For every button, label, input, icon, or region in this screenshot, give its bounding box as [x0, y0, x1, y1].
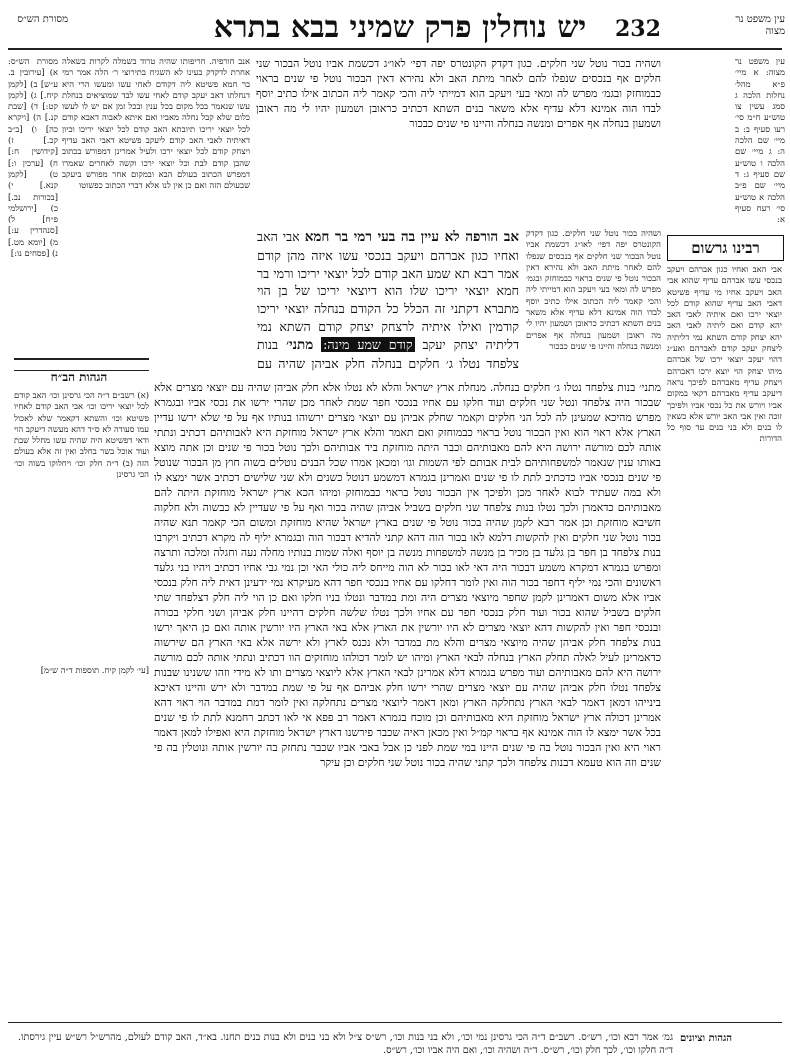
page-header — [0, 8, 790, 48]
ein-mishpat-text: עין משפט נר מצוה: א מיי׳ פ״א מהל׳ נחלות הלכה ג סמג עשין צו טוש״ע ח״מ סי׳ רעו סעיף ב: ב מיי׳ שם הלכה ה: ג מיי׳ שם הלכה ו טוש״ע שם סעיף ג: ד מיי׳ שם פ״ב הלכה א טוש״ע סי׳ רעח סעיף א: — [735, 56, 785, 225]
rashbam-side-text: ושהיה בכור נוטל שני חלקים. כגון דקדק הקונטרס יפה דפי׳ לאו״ג דכשמת אביו נוטל הבכור שני חלקים אף בנכסים שנפלו להם לאחר מיתת האב ולא נהירא דאין הבכור נוטל פי שנים בראוי כבמוחזק ובגמ׳ מפרש לה ומאי בעי ויעקב הוא דמייתי ליה והכי קאמר ליה הכתוב אילו כתיב יוסף לבדו הוה אמינא דלא עדיף אלא משאר בנים השתא דכתיב כראובן ושמעון יהיו לי מה ראובן ושמעון בנחלה אף אפרים ומנשה בנחלה והיינו פי שנים כבכור — [526, 228, 661, 351]
rashbam-top-column — [256, 56, 661, 224]
footer-notes: גמ׳ אמר רבא וכו׳, רש״ס. רשב״ם ד״ה הכי גרסינן נמי וכו׳, ולא בני בנות וכו׳, רש״ס צ״ל ולא בני בנים ולא בנות בנים תחנו. בא״ד, האב קודם לעולם, מהרש״ל רש״ש עיין גירסתו. ד״ה חלקו וכו׳, לכך חלק וכו׳, רש״ס. ד״ה ושהיה וכו׳, ואם היה אביו וכו׳, רש״ס. — [18, 1032, 673, 1056]
rashbam-top-text: ושהיה בכור נוטל שני חלקים. כגון דקדק הקונטרס יפה דפי׳ לאו״ג דכשמת אביו נוטל הבכור שני חלקים אף בנכסים שנפלו להם לאחר מיתת האב ולא נהירא דאין הבכור נוטל פי שנים בראוי כבמוחזק ובגמ׳ מפרש לה ומאי בעי ויעקב הוא דמייתי ליה והכי קאמר ליה הכתוב אילו כתיב יוסף לבדו הוה אמינא דלא עדיף אלא משאר בנים השתא דכתיב כראובן ושמעון יהיו לי מה ראובן ושמעון בנחלה אף אפרים ומנשה בנחלה והיינו פי שנים כבכור — [256, 57, 661, 130]
rashbam-main-column — [154, 380, 661, 1020]
footer-title: הגהות וציונים — [680, 1033, 733, 1044]
ein-mishpat-label: עין משפט נר מצוה — [735, 14, 785, 37]
header-rule — [8, 48, 782, 50]
page-title: יש נוחלין פרק שמיני בבא בתרא — [213, 10, 587, 45]
tosafot-column — [62, 56, 250, 356]
gemara-body: אבי האב ואחיו כגון אברהם ויעקב בנכסי עשו איזה מהן קודם אמר רבא תא שמע האב קודם לכל יוצאי יריכו ורמי בר חמא יוצאי יריכו שלו הוא דיוצאי יריכו של בן הוי מתברא דקתני זה הכלל כל הקודם בנחלה יוצאי יריכו קודמין ואילו איתיה לרצחק יצחק קודם השתא נמי דליתיה יצחק יעקב — [257, 229, 519, 352]
rabbenu-gershom-text: אבי האב ואחיו כגון אברהם ויעקב בנכסי עשו אברהם עדיף שהוא אבי האב ויעקב אחיו מי עדיף פשיטא דאבי האב עדיף שהוא קודם לכל יוצאי ירכו ואם איתיה לאבי האב יהא קודם ואם ליתיה לאבי האב יהא יצחק קודם השתא נמי דליתיה ליצחק יעקב קודם לאברהם ואע״ג דהוי יעקב יוצאי ירכו של אברהם מיהו יצחק הוי יוצא ירכו דאברהם ויצחק עדיף מאברהם לפיכך נראה דיעקב עדיף מאברהם דקאי במקום אביו ויורש את כל נכסי אביו ולפיכך זוכה ואין אבי האב יורש אלא כשאין לו בנים ולא בני בנים עד סוף כל הדורות — [667, 264, 782, 444]
masoret-hashas-text: מסורת הש״ס: א) [עירובין ב. ע״ש] ב) [לקמן קיח.] ג) [לקמן קט:] ד) [שבת קנ.] ה) [ויקרא כה] ו) [ב״ב קכ.] ז) [קידושין ח:] ח) [ערכין ו:] ט) [לקמן קנא.] י) [בכורות נב.] כ) [ירושלמי פ״ח] ל) [סנהדרין ע:] מ) [יומא מט.] נ) [פסחים נו:] — [8, 56, 58, 259]
rabbenu-gershom-column — [667, 264, 782, 1014]
footer-rule — [8, 1022, 782, 1023]
bottom-left-note — [14, 665, 149, 685]
mishna-text: בנות צלפחד נטלו ג׳ חלקים בנחלה חלק אביהן שהיה עם — [257, 336, 519, 371]
gemara-highlight: קודם שמע מינה: — [323, 336, 413, 352]
mishna-label: מתני׳ — [285, 336, 314, 353]
ein-mishpat-column — [735, 56, 785, 231]
rashbam-main-text: מתני׳ בנות צלפחד נטלו ג׳ חלקים בנחלה. מנחלת ארץ ישראל והלא לא נטלו אלא חלק אביהן שהיה עם יוצאי מצרים אלא שבכור היה צלפחד ונטל שני חלקים ועוד חלקו עם אחיו בנכסי חפר שמת לאחר מכן שהרי ירשו את נכסי אביו ובגמרא מפרש מהיכא שמעינן לה לכל הני חלקים וקאמר שחלק אביהן עם יוצאי מצרים ירשוהו בנותיו אף על פי שלא ירשו עדיין הארץ אלא ראוי הוא ואין הבכור נוטל בראוי כבמוחזק ואם תאמר והלא ארץ ישראל מוחזקת היא לאבותיהם דכתיב ונתתי אותה לכם מורשה ירושה היא להם מאבותיהם וכבר היתה מוחזקת ביד אבותיהם ולכך נוטל בכור פי שנים וכן אתה מוצא באותו ענין שנאמר למשפחותיהם לבית אבותם לפי השמות וגו׳ ומכאן אמרו שכל הבנים נוטלים בשוה חוץ מן הבכור שנוטל פי שנים בנכסי אביו כדכתיב לתת לו פי שנים ואמרינן בגמרא דמשמע דנוטל כשנים ולא שני שלישים דכתיב אשר ימצא לו ולא במה שעתיד לבוא לאחר מכן ולפיכך אין הבכור נוטל בראוי כבמוחזק ומיהו הכא ארץ ישראל מוחזקת היתה להם מאבותיהם כדאמרן ולכך נטלו בנות צלפחד שני חלקים בשביל אביהן שהיה בכור ואף על פי שעדיין לא כבשוה ולא חלקוה חשיבא מוחזקת וכן אמר רבא לקמן שהיה בכור נוטל פי שנים בארץ ישראל שהיא מוחזקת ומשום הכי קאמר תנא שהיה בכור נוטל שני חלקים ואין להקשות דלמא לאו בכור הוה דהא קתני להדיא דבכור הוה ובגמרא יליף לה מקרא דכתיב ויקרבו בנות צלפחד בן חפר בן גלעד בן מכיר בן מנשה למשפחות מנשה בן יוסף ואלה שמות בנותיו מחלה נעה וחגלה ומלכה ותרצה ומפרש בגמרא דמקרא משמע דבכור היה דאי לאו בכור לא הוה מייחס ליה כולי האי וכן נמי גבי אחיו דכתיב ויהיו בני גלעד ראשונים והכי נמי יליף דחפר בכור הוה ואין לומר דחלקו עם אחיו בנכסי חפר דהא מעיקרא נמי ידעינן דאית ליה חלק בנכסי אביו אלא משום דאמרינן לקמן שחפר מיוצאי מצרים היה ומת במדבר ונטלו בניו חלקו ואם כן הוי ליה חלק דצלפחד שתי חלקים בשביל שהוא בכור ועוד חלק בנכסי חפר עם אחיו ולכך נטלו שלשה חלקים דהיינו חלק אביהן ושני חלקי בכורה ובנכסי חפר ואין להקשות דהא יוצאי מצרים לא היו יורשין את הארץ אלא באי הארץ היו יורשין אותה ואם כן היאך ירשו בנות צלפחד חלק אביהן שהיה מיוצאי מצרים והלא מת במדבר ולא נכנס לארץ ולא ירשה אלא באי הארץ הם שירשוה כדאמרינן לעיל לאלה תחלק הארץ בנחלה לבאי הארץ ומיהו יש לומר דכולהו מוחזקים הוו דכתיב ונתתי אותה לכם מורשה ירושה היא להם מאבותיהם ועוד מפרש בגמרא דלא אמרינן לבאי הארץ אלא ליוצאי מצרים ותו לא מידי וזהו ששנינו שבנות צלפחד נטלו חלק אביהן שהיה עם יוצאי מצרים שהרי ירשו חלק אביהם אף על פי שמת במדבר ולא ירש והיינו דאיכא בינייהו דמאן דאמר לבאי הארץ נתחלקה הארץ ומאן דאמר ליוצאי מצרים נתחלקה ואין לומר דמת במדבר הוי ראוי דהא אמרינן דכולה ארץ ישראל מוחזקת היא מאבותיהם וכן מוכח בגמרא דאמר רב פפא אי לאו דכתב רחמנא לתת לו פי שנים בכל אשר ימצא לו הוה אמינא אף בראוי קמ״ל ואין מכאן ראיה שכבר פירשנו דארץ ישראל מוחזקת היא ואפילו למאן דאמר ראוי היא ואין הבכור נוטל בה פי שנים היינו במי שמת לפני כן אבל באבי אביו שכבר נתחזק בה יורשין אותה ונוטלין בה פי שנים וזה הוא טעמא דבנות צלפחד ולכך קתני שהיה בכור נוטל שני חלקים וכן עיקר — [154, 381, 661, 769]
hagahot-text: (א) רשב״ם ד״ה הכי גרסינן וכו׳ האב קודם לכל יוצאי יריכו וכו׳ אבי האב קודם לאחיו פשיטא וכו׳ והשתא דקאמר שלא לאכול עמו סעודה לא ס״ד דהא מעשה דיעקב הוי ודאי דפשיטא היה שהיה עשו מחלל שבת ועוד אוכל בשר בחלב ואין זה אלא בעולם הזה (ב) ד״ה חלק וכו׳ ויחלוקו בשוה וכו׳ הכי גרסינן — [14, 390, 149, 480]
rashbam-side-column — [526, 228, 661, 374]
bottom-left-note-text: [עי׳ לקמן קיח. תוספות ד״ה ש״מ] — [40, 665, 149, 675]
masoret-hashas-label: מסורת הש״ס — [17, 14, 68, 25]
gemara-block — [257, 228, 519, 371]
gemara-lead: אב הורפה לא עיין בה בעי רמי בר חמא — [304, 229, 519, 245]
hagahot-title: הגהות הב״ח — [50, 370, 108, 384]
tosafot-text: אנב חורפיה. חריפותו שהיה טרוד בשמלה לקרות בשאלה אחרת לדקדק בעינו לא השגיח בתירוצי ר׳ הלה אמר רמי בר חמא פשיטא ליה דקודם לאחי עשו ומעשו הרי היא דנחלתו דאב יעקב קודם לאחי עשו לבד שמוציאים בנחלת עשו שנאמר בכל מקום בכל ענין ובכל זמן אם יש לו לעשו כלום שלא קבל נחלה מאביו ואם איתא לאבוה דאבא קודם לכל יוצאי יריכו תיובתא האב קודם לכל יוצאי יריכו וכיון דאיתיה לאבי האב קודם ליעקב פשיטא דאבי האב עדיף ויצחק קודם לכל יוצאי ירכו ולעיל אמרינן דמפורש בכתוב שהבן קודם לבת וכל יוצאי ירכו וקשה לאחרים שאמרו דמפרש הכתוב בעולם הבא ובמקום אחר מפורש ביעקב שבעולם הזה ואם כן אין לנו אלא דברי הכתוב כפשוטו — [62, 56, 250, 191]
rabbenu-gershom-title: רבינו גרשום — [667, 235, 784, 261]
page-number: 232 — [615, 16, 661, 42]
hagahot-column — [14, 390, 149, 650]
masoret-hashas-column — [8, 56, 58, 356]
